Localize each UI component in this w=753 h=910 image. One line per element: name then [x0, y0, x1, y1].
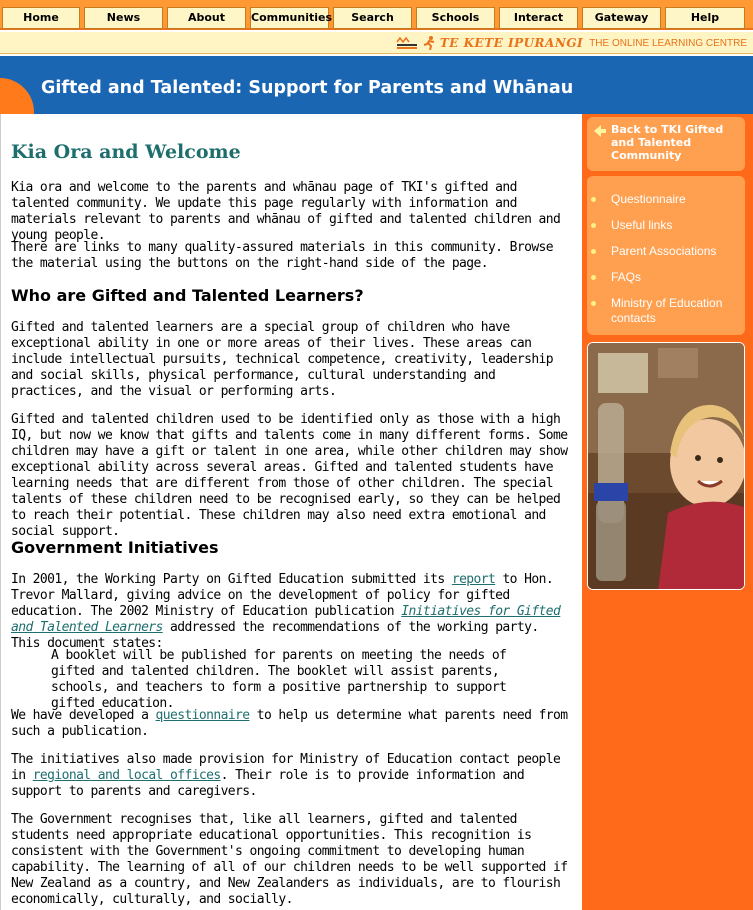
- section2-paragraph-3: [11, 752, 573, 800]
- section-heading-government-initiatives: Government Initiatives: [11, 538, 219, 557]
- bullet-icon: [591, 197, 596, 202]
- bullet-icon: [591, 223, 596, 228]
- regional-offices-link[interactable]: regional and local offices: [32, 768, 221, 783]
- child-photo-image: [588, 343, 745, 590]
- sidebar-item-ministry-contacts[interactable]: Ministry of Education contacts: [611, 296, 723, 325]
- nav-schools[interactable]: Schools: [416, 7, 495, 29]
- back-to-community-link[interactable]: Back to TKI Gifted and Talented Community: [611, 123, 724, 162]
- kete-logo-icon: [396, 36, 418, 50]
- sidebar-item-faqs[interactable]: FAQs: [611, 270, 642, 284]
- section2-paragraph-1: [11, 572, 573, 652]
- nav-gateway[interactable]: Gateway: [582, 7, 661, 29]
- runner-figure-icon: [422, 36, 436, 50]
- section1-paragraph-2: Gifted and talented children used to be identified only as those with a high IQ, but now we know that gifts and talents come in many different forms. Some children may have a gift or talent in one area, while other children may show exceptional ability across several areas. Gifted and talented students have learning needs that are different from those of other children. The special talents of these children need to be recognised early, so they can be helped to reach their potential. These children may also need extra emotional and social support.: [11, 412, 568, 539]
- initiatives-publication-link[interactable]: Initiatives for Gifted and Talented Learners: [11, 604, 561, 635]
- nav-help[interactable]: Help: [665, 7, 745, 29]
- nav-home[interactable]: Home: [2, 7, 80, 29]
- text-segment: We have developed a: [11, 708, 149, 723]
- intro-paragraph-2: There are links to many quality-assured materials in this community. Browse the material using the buttons on the right-hand side of the page.: [11, 240, 554, 271]
- brand-name: TE KETE IPURANGI: [439, 36, 584, 50]
- text-segment: to help us determine what parents need from such a publication.: [11, 708, 568, 739]
- sidebar-item-useful-links[interactable]: Useful links: [611, 218, 673, 232]
- content-border: [0, 114, 1, 910]
- report-link[interactable]: report: [451, 572, 496, 587]
- section2-paragraph-4: The Government recognises that, like all learners, gifted and talented students need appropriate educational opportunities. This recognition is consistent with the Government's ongoing commitment to developing human capability. The learning of all of our children needs to be well supported if New Zealand as a country, and New Zealanders as individuals, are to flourish economically, culturally, and socially.: [11, 812, 568, 907]
- nav-news[interactable]: News: [84, 7, 163, 29]
- nav-interact[interactable]: Interact: [499, 7, 578, 29]
- quoted-statement: A booklet will be published for parents on meeting the needs of gifted and talented children. The booklet will assist parents, schools, and teachers to form a positive partnership to support gifted education.: [51, 648, 507, 711]
- welcome-heading: Kia Ora and Welcome: [11, 141, 241, 163]
- back-arrow-icon[interactable]: [593, 124, 607, 138]
- bullet-icon: [591, 301, 596, 306]
- questionnaire-link[interactable]: questionnaire: [155, 708, 250, 723]
- bullet-icon: [591, 275, 596, 280]
- text-segment: The initiatives also made provision for Ministry of Education contact people in: [11, 752, 561, 783]
- brand-tagline: THE ONLINE LEARNING CENTRE: [589, 37, 747, 49]
- bullet-icon: [591, 249, 596, 254]
- text-segment: . Their role is to provide information and support to parents and caregivers.: [11, 768, 525, 799]
- brand-bar: [0, 32, 753, 54]
- brand-logo-group[interactable]: [396, 35, 747, 51]
- sidebar-item-parent-associations[interactable]: Parent Associations: [611, 244, 717, 258]
- child-photo: [587, 342, 745, 590]
- intro-paragraph-1: Kia ora and welcome to the parents and whānau page of TKI's gifted and talented community. We update this page regularly with information and materials relevant to parents and whānau of gifted and talented children and young people.: [11, 180, 561, 243]
- text-segment: addressed the recommendations of the working party. This document states:: [11, 620, 539, 651]
- text-segment: to Hon. Trevor Mallard, giving advice on the development of policy for gifted education. The 2002 Ministry of Education publication: [11, 572, 554, 619]
- section1-paragraph-1: Gifted and talented learners are a special group of children who have exceptional ability in one or more areas of their lives. These areas can include intellectual pursuits, technical competence, creativity, leadership and social skills, physical performance, cultural understanding and practices, and the visual or performing arts.: [11, 320, 554, 399]
- section-heading-gifted-learners: Who are Gifted and Talented Learners?: [11, 286, 364, 305]
- nav-search[interactable]: Search: [333, 7, 412, 29]
- nav-communities[interactable]: Communities: [250, 7, 329, 29]
- text-segment: In 2001, the Working Party on Gifted Education submitted its: [11, 572, 445, 587]
- top-navigation: [0, 0, 753, 30]
- section2-paragraph-2: [11, 708, 573, 740]
- nav-about[interactable]: About: [167, 7, 246, 29]
- sidebar-item-questionnaire[interactable]: Questionnaire: [611, 192, 686, 206]
- page-title: Gifted and Talented: Support for Parents and Whānau: [41, 78, 574, 98]
